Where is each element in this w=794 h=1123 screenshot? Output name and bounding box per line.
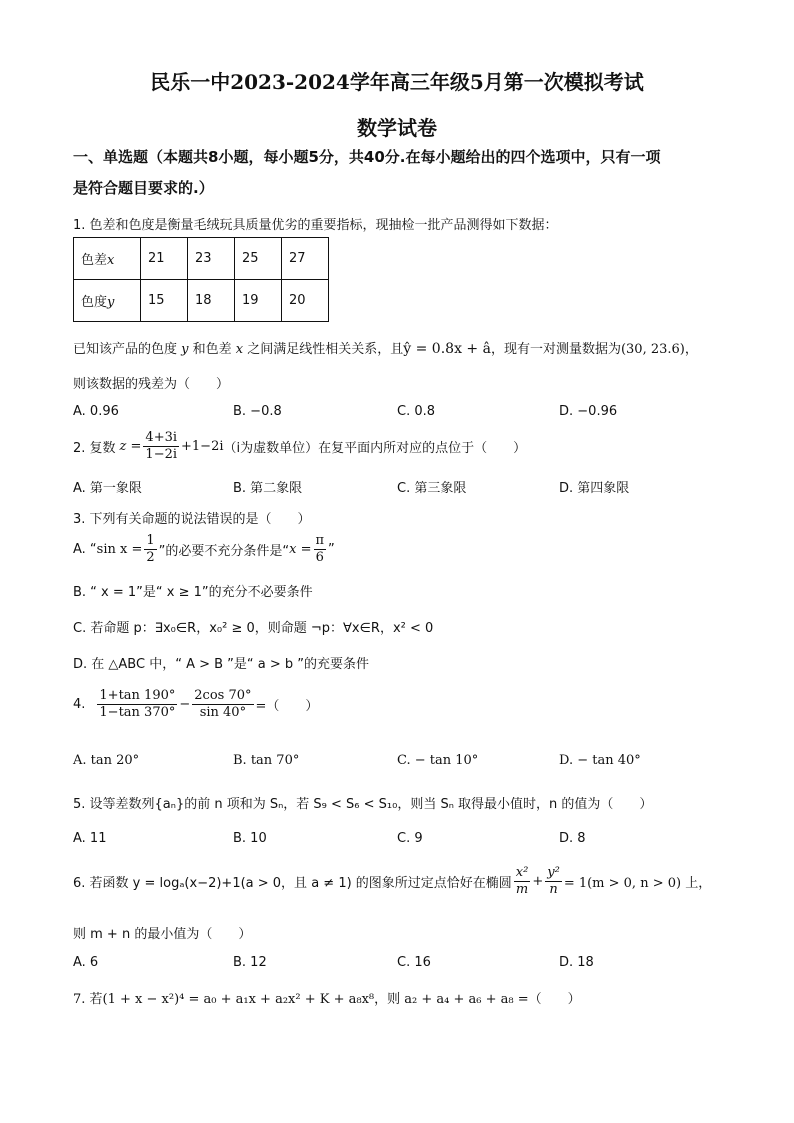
table-row	[74, 238, 329, 280]
q4-option-b[interactable]: B. tan 70°	[233, 753, 300, 768]
exam-title: 民乐一中2023-2024学年高三年级5月第一次模拟考试	[150, 70, 644, 94]
q3-option-b[interactable]: B. “ x = 1”是“ x ≥ 1”的充分不必要条件	[73, 585, 313, 600]
q2-stem: 2. 复数 z = $\frac{4+3i}{1-2i}$ +1−2i （i为虚数单位）在复平面内所对应的点位于（ ）	[73, 430, 527, 462]
q3-option-d[interactable]: D. 在 △ABC 中，“ A > B ”是“ a > b ”的充要条件	[73, 657, 370, 672]
table-header-cell: 色度y	[74, 280, 141, 322]
table-header-cell: 色差x	[74, 238, 141, 280]
q6-stem: 6. 若函数 y = logₐ(x−2)+1(a > 0，且 a ≠ 1) 的图象所过定点恰好在椭圆 $\frac{\text{x²}}{m}$ + $\frac{\text{y²}}{n}$ = 1(m > 0, n > 0) 上，	[73, 865, 712, 897]
table-cell: 25	[235, 238, 282, 280]
q6-option-b[interactable]: B. 12	[233, 955, 267, 970]
q3-stem: 3. 下列有关命题的说法错误的是（ ）	[73, 512, 311, 527]
q4-option-a[interactable]: A. tan 20°	[73, 753, 140, 768]
q3-option-a[interactable]: A. “ sin x = $\frac{1}{2}$ ”的必要不充分条件是“ x = $\frac{\pi}{6}$ ”	[73, 533, 335, 565]
table-row	[74, 280, 329, 322]
table-cell: 23	[188, 238, 235, 280]
q1-option-d[interactable]: D. −0.96	[559, 404, 618, 419]
table-cell: 27	[282, 238, 329, 280]
q6-question: 则 m + n 的最小值为（ ）	[73, 927, 252, 942]
q1-condition: 已知该产品的色度 y 和色差 x 之间满足线性相关关系，且ŷ = 0.8x + â，现有一对测量数据为(30, 23.6)，	[73, 341, 698, 357]
q6-option-a[interactable]: A. 6	[73, 955, 99, 970]
table-cell: 21	[141, 238, 188, 280]
table-cell: 18	[188, 280, 235, 322]
q5-option-d[interactable]: D. 8	[559, 831, 586, 846]
q2-option-d[interactable]: D. 第四象限	[559, 481, 630, 496]
q6-option-c[interactable]: C. 16	[397, 955, 431, 970]
q4-option-c[interactable]: C. − tan 10°	[397, 753, 479, 768]
q2-option-a[interactable]: A. 第一象限	[73, 481, 142, 496]
q5-option-b[interactable]: B. 10	[233, 831, 267, 846]
section-heading-line2: 是符合题目要求的.）	[73, 179, 214, 197]
q5-option-a[interactable]: A. 11	[73, 831, 107, 846]
q1-option-c[interactable]: C. 0.8	[397, 404, 436, 419]
q1-question: 则该数据的残差为（ ）	[73, 377, 230, 392]
section-heading	[73, 142, 723, 204]
section-heading-line1: 一、单选题（本题共8小题，每小题5分，共40分.在每小题给出的四个选项中，只有一项	[73, 148, 661, 166]
table-cell: 20	[282, 280, 329, 322]
q5-option-c[interactable]: C. 9	[397, 831, 423, 846]
q5-stem: 5. 设等差数列{aₙ}的前 n 项和为 Sₙ，若 S₉ < S₆ < S₁₀，则当 Sₙ 取得最小值时，n 的值为（ ）	[73, 797, 653, 812]
table-cell: 19	[235, 280, 282, 322]
q2-option-b[interactable]: B. 第二象限	[233, 481, 303, 496]
table-cell: 15	[141, 280, 188, 322]
q1-option-b[interactable]: B. −0.8	[233, 404, 282, 419]
q2-fraction: $\frac{4+3i}{1-2i}$	[145, 430, 178, 462]
q2-option-c[interactable]: C. 第三象限	[397, 481, 467, 496]
exam-subtitle: 数学试卷	[357, 116, 437, 140]
q4-option-d[interactable]: D. − tan 40°	[559, 753, 641, 768]
q3-option-c[interactable]: C. 若命题 p：∃x₀∈R，x₀² ≥ 0，则命题 ¬p：∀x∈R，x² < 0	[73, 621, 434, 636]
q7-stem: 7. 若(1 + x − x²)⁴ = a₀ + a₁x + a₂x² + K + a₈x⁸，则 a₂ + a₄ + a₆ + a₈ =（ ）	[73, 992, 581, 1007]
q4-stem: 4. $\frac{1+\tan 190^\circ}{1-\tan 370^\circ}$ − $\frac{2\cos 70^\circ}{\sin 40^\circ}$ =（ ）	[73, 688, 319, 720]
q1-stem: 1. 色差和色度是衡量毛绒玩具质量优劣的重要指标，现抽检一批产品测得如下数据：	[73, 218, 558, 233]
q1-option-a[interactable]: A. 0.96	[73, 404, 119, 419]
q6-option-d[interactable]: D. 18	[559, 955, 594, 970]
q1-data-table	[73, 237, 329, 322]
